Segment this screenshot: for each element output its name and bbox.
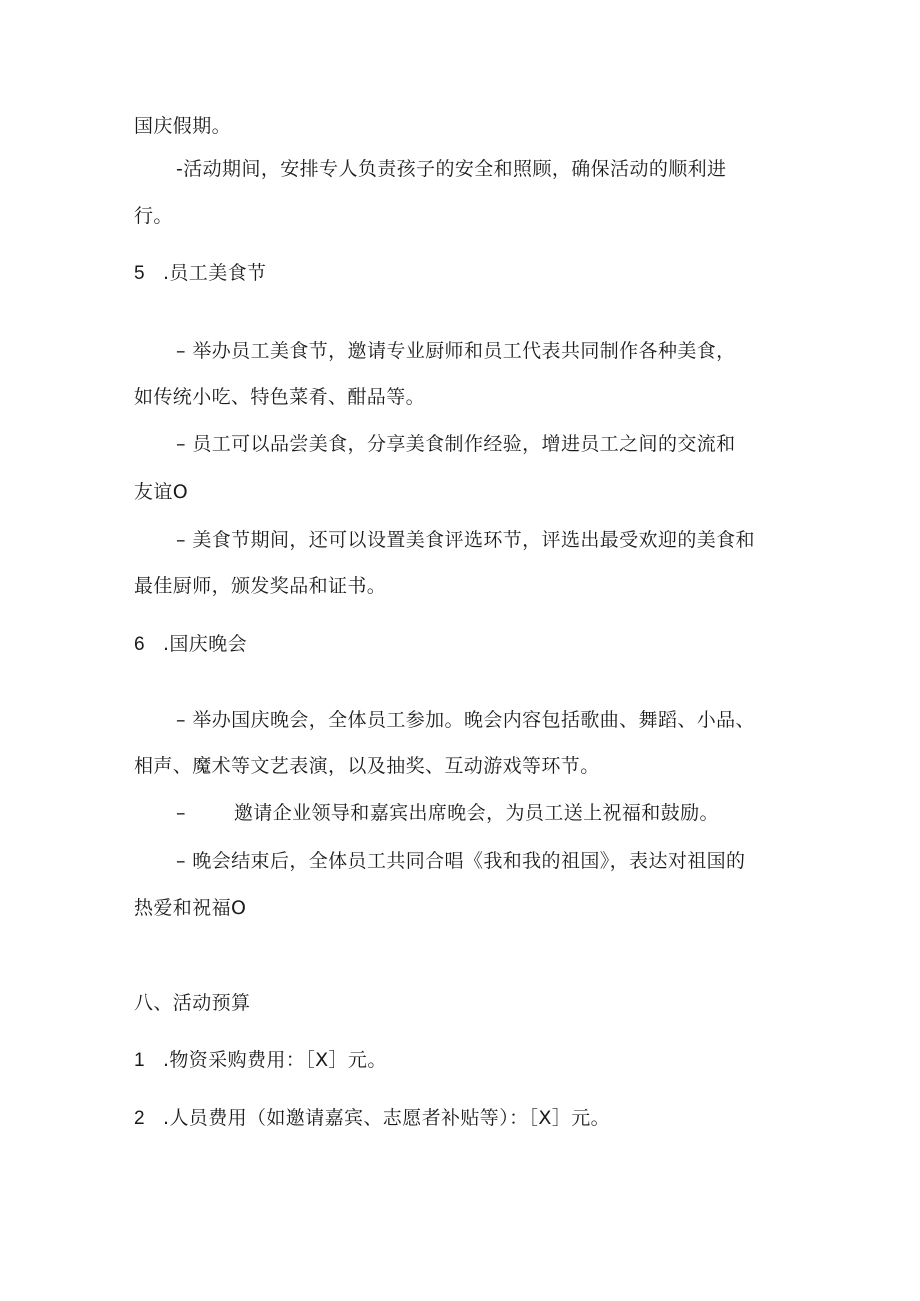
- section-title: .员工美食节: [162, 262, 267, 284]
- item-number: 1: [134, 1050, 145, 1071]
- item-text: .物资采购费用：［X］元。: [162, 1049, 387, 1071]
- bullet-line: – 员工可以品尝美食，分享美食制作经验，增进员工之间的交流和: [176, 433, 736, 455]
- section-number: 6: [134, 634, 145, 655]
- bullet-line: 行。: [134, 205, 173, 227]
- bullet-line: 友谊O: [134, 481, 189, 503]
- bullet-text: 邀请企业领导和嘉宾出席晚会，为员工送上祝福和鼓励。: [233, 802, 719, 824]
- section-title: .国庆晚会: [162, 633, 248, 655]
- item-text: .人员费用（如邀请嘉宾、志愿者补贴等）：［X］元。: [162, 1107, 611, 1129]
- item-number: 2: [134, 1108, 145, 1129]
- bullet-line: -活动期间，安排专人负责孩子的安全和照顾，确保活动的顺利进: [176, 158, 727, 180]
- bullet-line: – 美食节期间，还可以设置美食评选环节，评选出最受欢迎的美食和: [176, 529, 755, 551]
- bullet-line: [176, 801, 719, 825]
- budget-item-2: [134, 1106, 610, 1131]
- section-heading-5: [134, 261, 266, 286]
- section-number: 5: [134, 263, 145, 284]
- bullet-line: 如传统小吃、特色菜肴、酣品等。: [134, 386, 426, 408]
- bullet-line: – 举办员工美食节，邀请专业厨师和员工代表共同制作各种美食，: [176, 340, 736, 362]
- section-heading-8: 八、活动预算: [134, 992, 251, 1014]
- bullet-line: 最佳厨师，颁发奖品和证书。: [134, 575, 387, 597]
- bullet-line: – 晚会结束后，全体员工共同合唱《我和我的祖国》，表达对祖国的: [176, 850, 746, 872]
- bullet-line: 热爱和祝福O: [134, 897, 247, 919]
- bullet-dash: –: [176, 802, 186, 824]
- bullet-line: 相声、魔术等文艺表演，以及抽奖、互动游戏等环节。: [134, 755, 600, 777]
- bullet-line: – 举办国庆晚会，全体员工参加。晚会内容包括歌曲、舞蹈、小品、: [176, 709, 755, 731]
- budget-item-1: [134, 1048, 387, 1073]
- paragraph-continuation: 国庆假期。: [134, 115, 232, 137]
- section-heading-6: [134, 632, 247, 657]
